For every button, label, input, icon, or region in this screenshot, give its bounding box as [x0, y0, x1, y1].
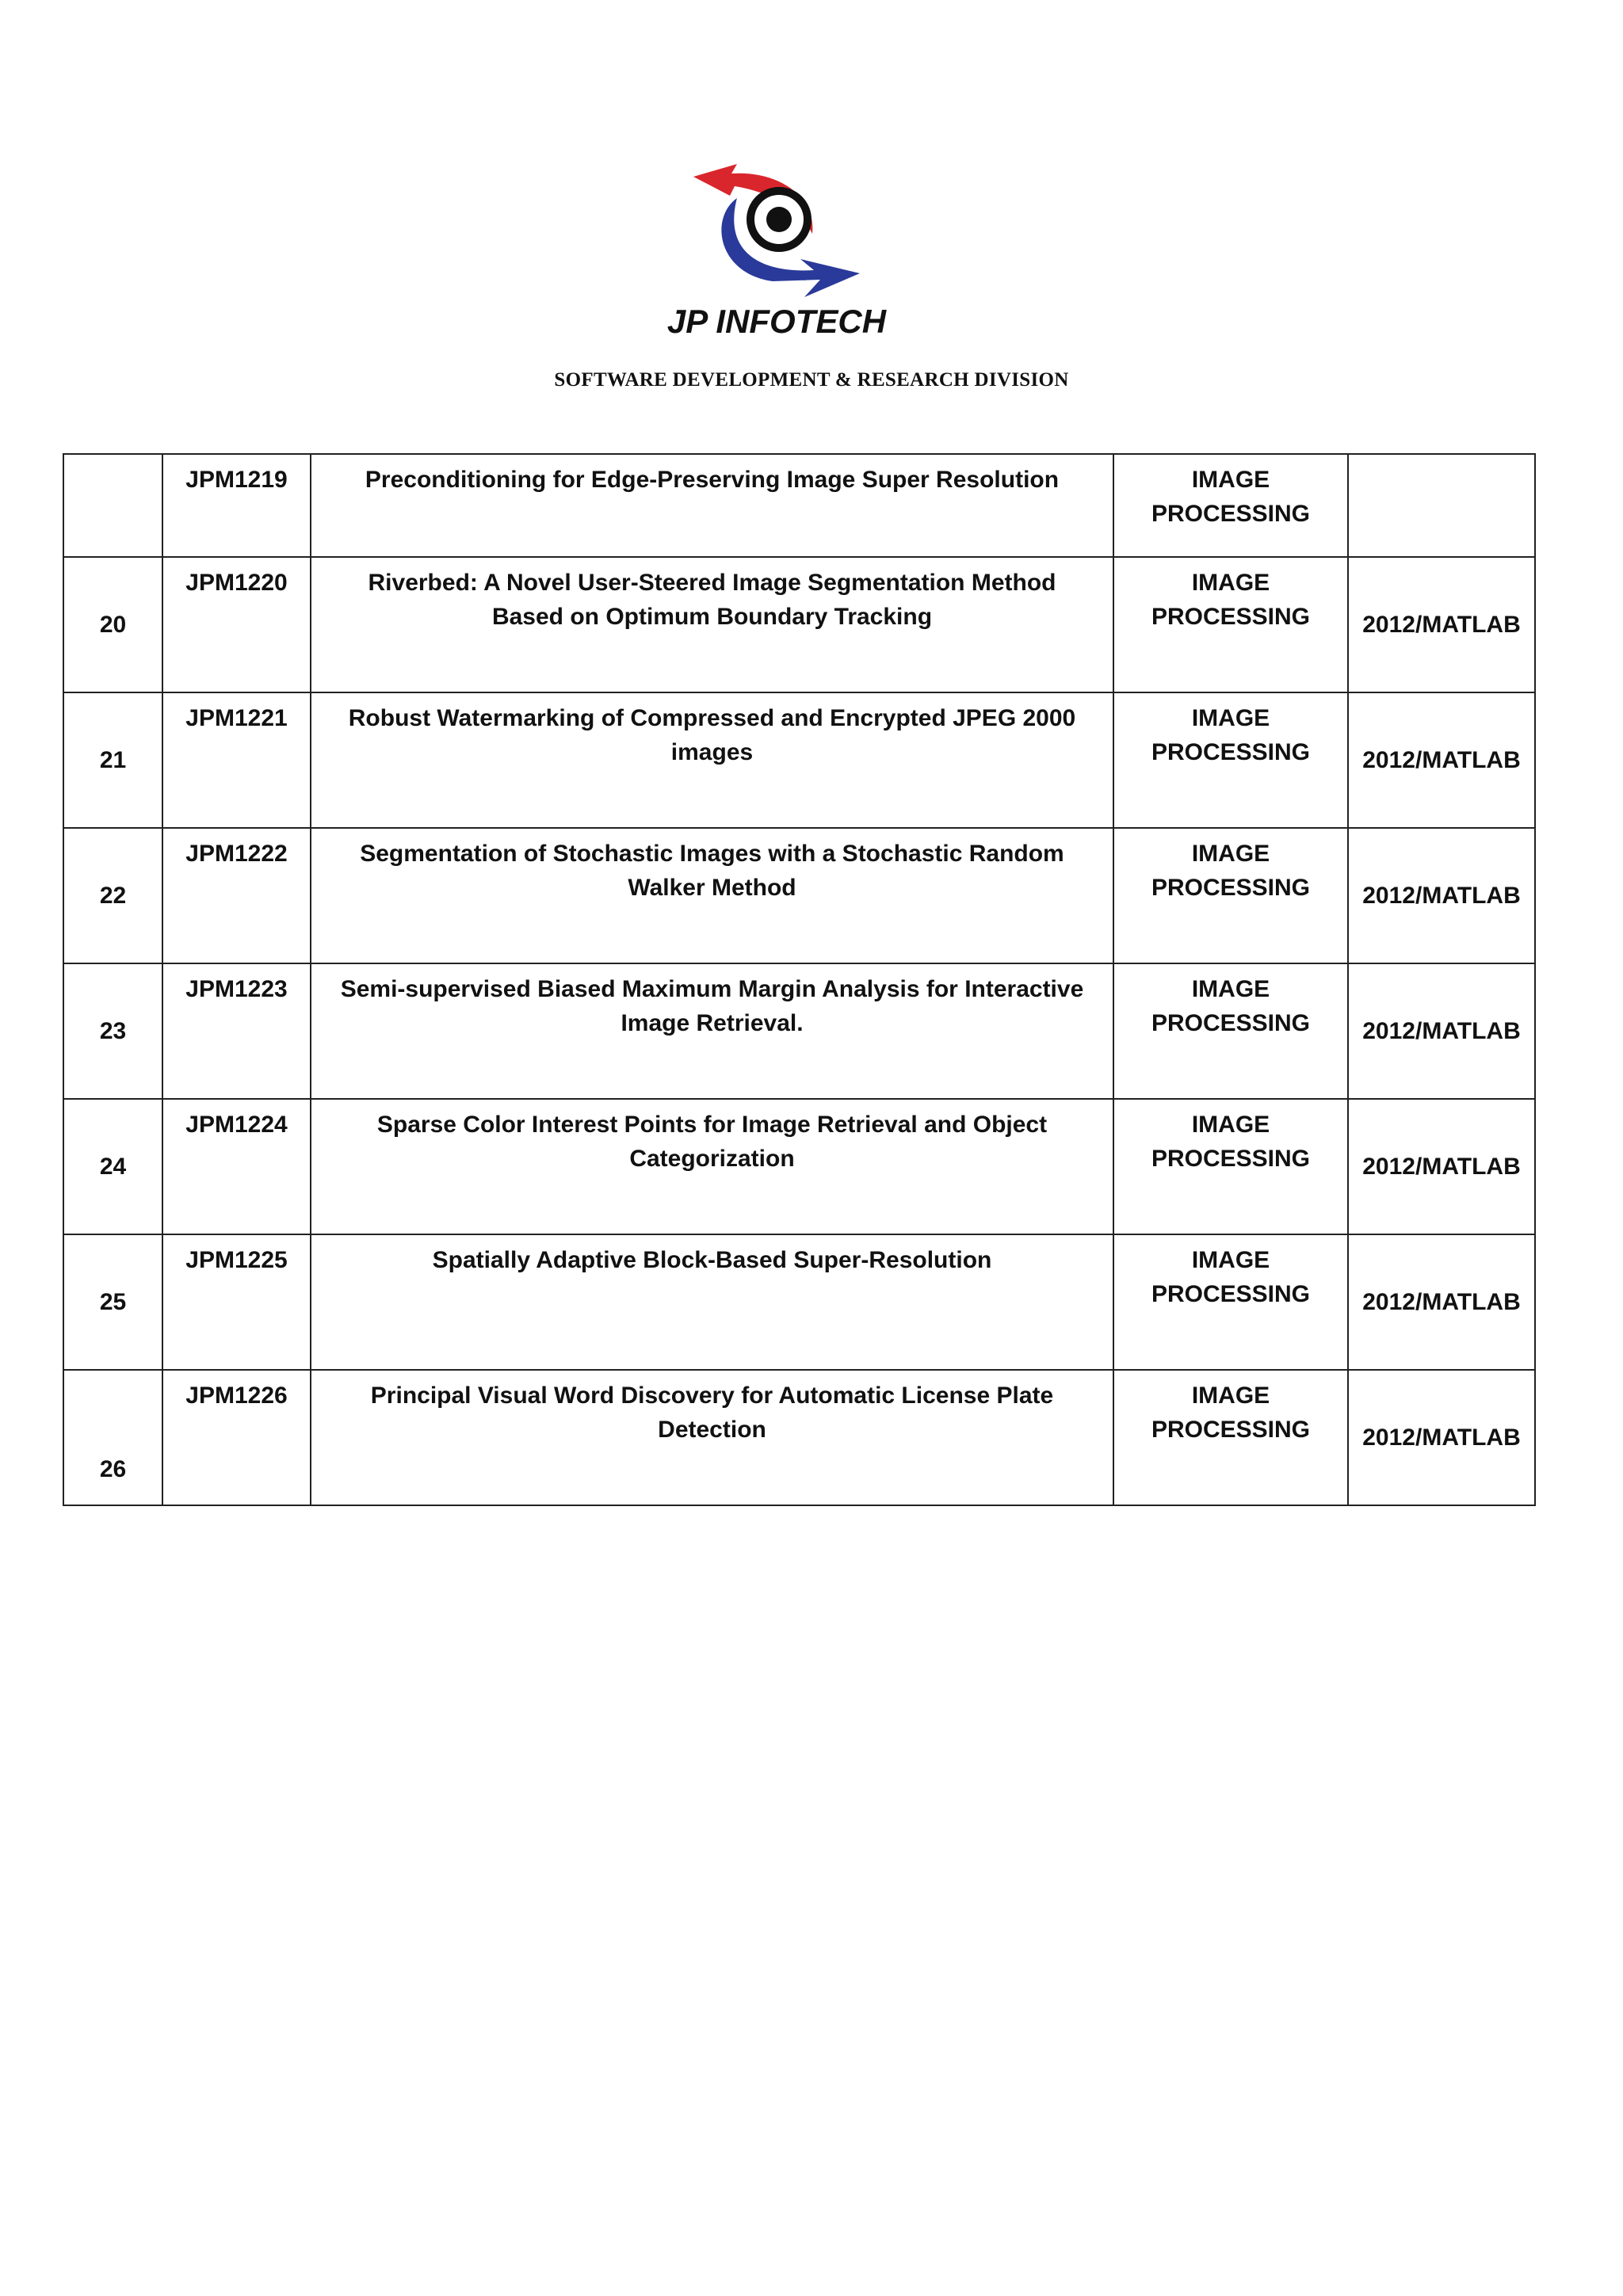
row-number: 24: [63, 1099, 162, 1234]
row-number: 20: [63, 557, 162, 692]
project-code: JPM1226: [162, 1370, 311, 1505]
project-code: JPM1225: [162, 1234, 311, 1370]
row-number: [63, 454, 162, 557]
project-domain: IMAGE PROCESSING: [1113, 454, 1348, 557]
project-title: Robust Watermarking of Compressed and Encrypted JPEG 2000 images: [311, 692, 1113, 828]
row-number: 22: [63, 828, 162, 963]
project-code: JPM1221: [162, 692, 311, 828]
project-domain: IMAGE PROCESSING: [1113, 828, 1348, 963]
row-number: 23: [63, 963, 162, 1099]
table-row: [63, 692, 1535, 828]
project-title: Semi-supervised Biased Maximum Margin Analysis for Interactive Image Retrieval.: [311, 963, 1113, 1099]
project-year: 2012/MATLAB: [1348, 557, 1535, 692]
project-domain: IMAGE PROCESSING: [1113, 1099, 1348, 1234]
project-domain: IMAGE PROCESSING: [1113, 963, 1348, 1099]
row-number: 21: [63, 692, 162, 828]
table-row: [63, 454, 1535, 557]
project-code: JPM1224: [162, 1099, 311, 1234]
project-title: Riverbed: A Novel User-Steered Image Segmentation Method Based on Optimum Boundary Tracking: [311, 557, 1113, 692]
project-domain: IMAGE PROCESSING: [1113, 1234, 1348, 1370]
project-domain: IMAGE PROCESSING: [1113, 1370, 1348, 1505]
projects-table: [63, 453, 1536, 1506]
division-title: SOFTWARE DEVELOPMENT & RESEARCH DIVISION: [554, 369, 1069, 391]
project-title: Preconditioning for Edge-Preserving Image Super Resolution: [311, 454, 1113, 557]
jp-infotech-logo: [662, 154, 892, 337]
table-row: [63, 1099, 1535, 1234]
project-title: Sparse Color Interest Points for Image Retrieval and Object Categorization: [311, 1099, 1113, 1234]
table-row: [63, 963, 1535, 1099]
project-domain: IMAGE PROCESSING: [1113, 557, 1348, 692]
project-title: Segmentation of Stochastic Images with a Stochastic Random Walker Method: [311, 828, 1113, 963]
table-row: [63, 557, 1535, 692]
project-code: JPM1223: [162, 963, 311, 1099]
project-year: 2012/MATLAB: [1348, 1370, 1535, 1505]
table-row: [63, 1234, 1535, 1370]
project-year: [1348, 454, 1535, 557]
project-code: JPM1220: [162, 557, 311, 692]
project-title: Principal Visual Word Discovery for Automatic License Plate Detection: [311, 1370, 1113, 1505]
table-row: [63, 828, 1535, 963]
project-year: 2012/MATLAB: [1348, 1234, 1535, 1370]
logo-text: JP INFOTECH: [666, 303, 887, 337]
project-year: 2012/MATLAB: [1348, 963, 1535, 1099]
row-number: 25: [63, 1234, 162, 1370]
project-year: 2012/MATLAB: [1348, 692, 1535, 828]
table-row: [63, 1370, 1535, 1505]
project-year: 2012/MATLAB: [1348, 828, 1535, 963]
project-code: JPM1219: [162, 454, 311, 557]
row-number: 26: [63, 1370, 162, 1505]
project-title: Spatially Adaptive Block-Based Super-Resolution: [311, 1234, 1113, 1370]
project-domain: IMAGE PROCESSING: [1113, 692, 1348, 828]
project-year: 2012/MATLAB: [1348, 1099, 1535, 1234]
project-code: JPM1222: [162, 828, 311, 963]
